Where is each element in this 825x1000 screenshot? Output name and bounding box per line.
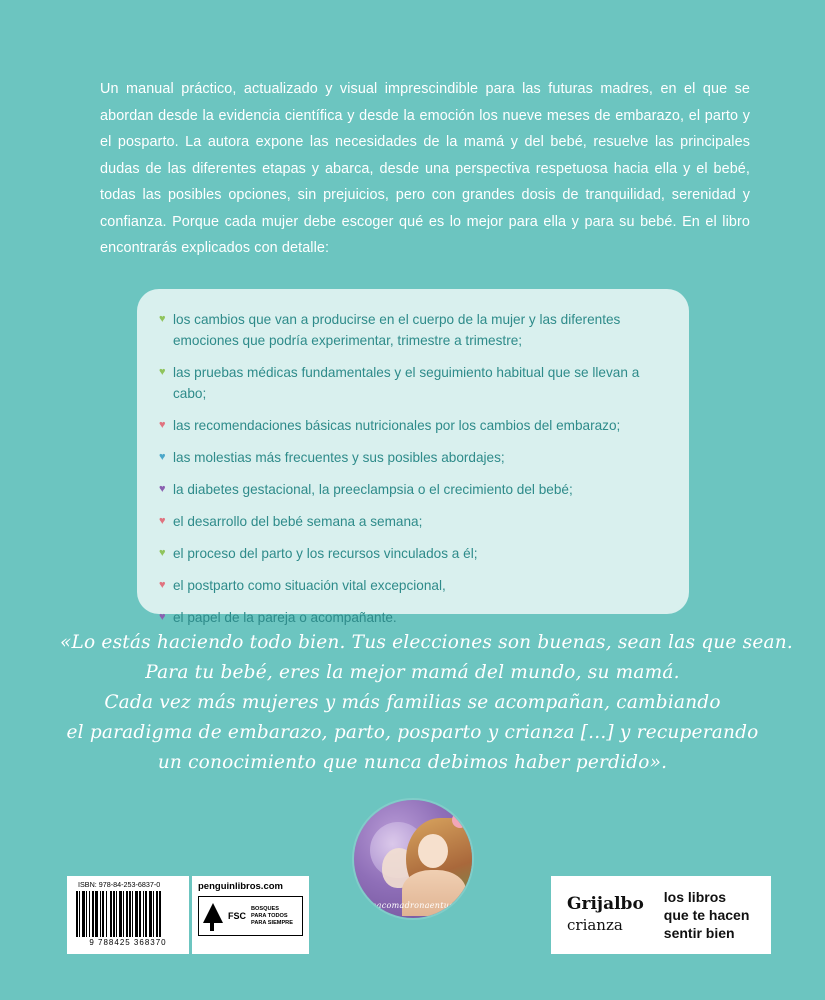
- list-item: [159, 362, 665, 404]
- isbn-barcode-block: [67, 876, 189, 954]
- bullet-list: [137, 289, 689, 649]
- brand-tagline-line-2: que te hacen: [663, 907, 750, 923]
- publisher-brand-block: [551, 876, 771, 954]
- fsc-acronym: FSC: [228, 910, 246, 921]
- list-item: [159, 309, 665, 351]
- pull-quote: [60, 628, 793, 778]
- list-item-label: las pruebas médicas fundamentales y el seguimiento habitual que se llevan a cabo;: [173, 365, 640, 401]
- list-item-label: el desarrollo del bebé semana a semana;: [173, 514, 423, 529]
- quote-line-1: «Lo estás haciendo todo bien. Tus elecciones son buenas, sean las que sean.: [60, 632, 793, 653]
- logo-handle-label: @unacomadronaentucasa: [357, 901, 469, 910]
- brand-name: Grijalbo: [567, 894, 644, 914]
- list-item: [159, 511, 665, 532]
- list-item: [159, 479, 665, 500]
- mother-face-shape: [418, 834, 448, 868]
- list-item: [159, 447, 665, 468]
- brand-imprint: crianza: [567, 916, 623, 934]
- heart-icon: ♥: [159, 611, 166, 623]
- list-item-label: los cambios que van a producirse en el cuerpo de la mujer y las diferentes emociones que podría experimentar, trimestre a trimestre;: [173, 312, 621, 348]
- brand-tagline: [664, 888, 750, 942]
- quote-line-5: un conocimiento que nunca debimos haber perdido».: [157, 752, 668, 773]
- heart-icon: ♥: [159, 483, 166, 495]
- quote-line-2: Para tu bebé, eres la mejor mamá del mundo, su mamá.: [145, 662, 680, 683]
- isbn-digits: 9 788425 368370: [89, 938, 167, 947]
- heart-icon: ♥: [159, 515, 166, 527]
- list-item-label: el proceso del parto y los recursos vinculados a él;: [173, 546, 478, 561]
- list-item-label: el postparto como situación vital excepcional,: [173, 578, 446, 593]
- brand-tagline-line-1: los libros: [663, 889, 727, 905]
- blurb-paragraph: Un manual práctico, actualizado y visual imprescindible para las futuras madres, en el que se abordan desde la evidencia científica y desde la emoción los nueve meses de embarazo, el parto y el posparto. La autora expone las necesidades de la mamá y del bebé, resuelve las principales dudas de las diferentes etapas y abarca, desde una perspectiva respetuosa hacia ella y el bebé, todas las posibles opciones, sin prejuicios, pero con grandes dosis de tranquilidad, serenidad y confianza. Porque cada mujer debe escoger qué es lo mejor para ella y para su bebé. En el libro encontrarás explicados con detalle:: [100, 81, 750, 257]
- list-item-label: el papel de la pareja o acompañante.: [173, 610, 397, 625]
- list-item: [159, 415, 665, 436]
- barcode-image: [76, 891, 184, 937]
- heart-icon: ♥: [159, 366, 166, 378]
- quote-line-3: Cada vez más mujeres y más familias se acompañan, cambiando: [104, 692, 721, 713]
- quote-line-4: el paradigma de embarazo, parto, posparto y crianza [...] y recuperando: [66, 722, 759, 743]
- heart-icon: ♥: [159, 313, 166, 325]
- publisher-info-block: [192, 876, 309, 954]
- brand-tagline-line-3: sentir bien: [663, 925, 735, 941]
- list-item: [159, 575, 665, 596]
- list-item-label: las molestias más frecuentes y sus posibles abordajes;: [173, 450, 505, 465]
- heart-icon: ♥: [159, 419, 166, 431]
- bullet-list-card: [137, 289, 689, 625]
- publisher-url[interactable]: penguinlibros.com: [198, 881, 283, 892]
- fsc-certification-mark: [198, 896, 303, 936]
- fsc-slogan-line-3: PARA SIEMPRE: [251, 919, 293, 926]
- isbn-label: ISBN: 978-84-253-6837-0: [78, 880, 161, 889]
- tree-icon: [203, 901, 223, 931]
- fsc-slogan-line-1: BOSQUES: [251, 905, 279, 912]
- flower-icon: [452, 812, 468, 828]
- heart-icon: ♥: [159, 451, 166, 463]
- list-item: [159, 607, 665, 628]
- heart-icon: ♥: [159, 547, 166, 559]
- brand-name-group: [567, 894, 644, 936]
- list-item-label: la diabetes gestacional, la preeclampsia o el crecimiento del bebé;: [173, 482, 573, 497]
- fsc-slogan-line-2: PARA TODOS: [251, 912, 288, 919]
- fsc-label: [228, 910, 246, 921]
- list-item: [159, 543, 665, 564]
- heart-icon: ♥: [159, 579, 166, 591]
- list-item-label: las recomendaciones básicas nutricionales por los cambios del embarazo;: [173, 418, 621, 433]
- fsc-slogan: [251, 906, 293, 927]
- author-illustration-logo: [354, 800, 472, 918]
